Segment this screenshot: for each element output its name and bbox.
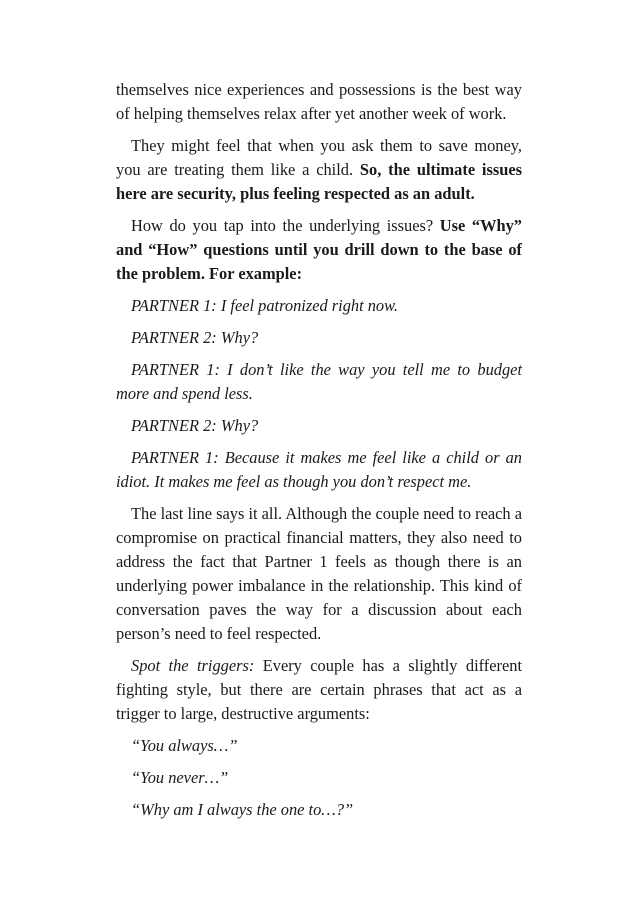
- subheading-text: Spot the triggers:: [131, 656, 255, 675]
- page-body: [116, 78, 522, 830]
- dialogue-line: PARTNER 1: I feel patronized right now.: [131, 296, 398, 315]
- trigger-phrase: “You never…”: [131, 768, 229, 787]
- dialogue-line: PARTNER 2: Why?: [131, 416, 259, 435]
- paragraph-spot-triggers: [116, 654, 522, 726]
- dialogue-line: PARTNER 1: I don’t like the way you tell me to budget more and spend less.: [116, 360, 522, 403]
- paragraph-text: Every couple has a slightly different fighting style, but there are certain phrases that act as a trigger to large, destructive arguments:: [116, 656, 523, 723]
- paragraph-last-line: The last line says it all. Although the couple need to reach a compromise on practical financial matters, they also need to address the fact that Partner 1 feels as though there is an underlying power imbalance in the relationship. This kind of conversation paves the way for a discussion about each person’s need to feel respected.: [116, 504, 522, 643]
- emphasis-text: So, the ultimate issues here are security, plus feeling respected as an adult.: [116, 160, 522, 203]
- emphasis-text: Use “Why” and “How” questions until you drill down to the base of the problem. For example:: [116, 216, 522, 283]
- paragraph-text: They might feel that when you ask them to save money, you are treating them like a child.: [116, 136, 522, 179]
- paragraph-underlying-issues: [116, 214, 522, 286]
- paragraph-text: How do you tap into the underlying issues?: [131, 216, 440, 235]
- paragraph-child-treatment: [116, 134, 522, 206]
- dialogue-line: PARTNER 2: Why?: [131, 328, 259, 347]
- paragraph-continued: [116, 78, 522, 126]
- trigger-phrase: “Why am I always the one to…?”: [131, 800, 354, 819]
- dialogue-line: PARTNER 1: Because it makes me feel like a child or an idiot. It makes me feel as though you don’t respect me.: [116, 448, 522, 491]
- trigger-phrase: “You always…”: [131, 736, 238, 755]
- paragraph-text: themselves nice experiences and possessions is the best way of helping themselves relax after yet another week of work.: [116, 80, 522, 123]
